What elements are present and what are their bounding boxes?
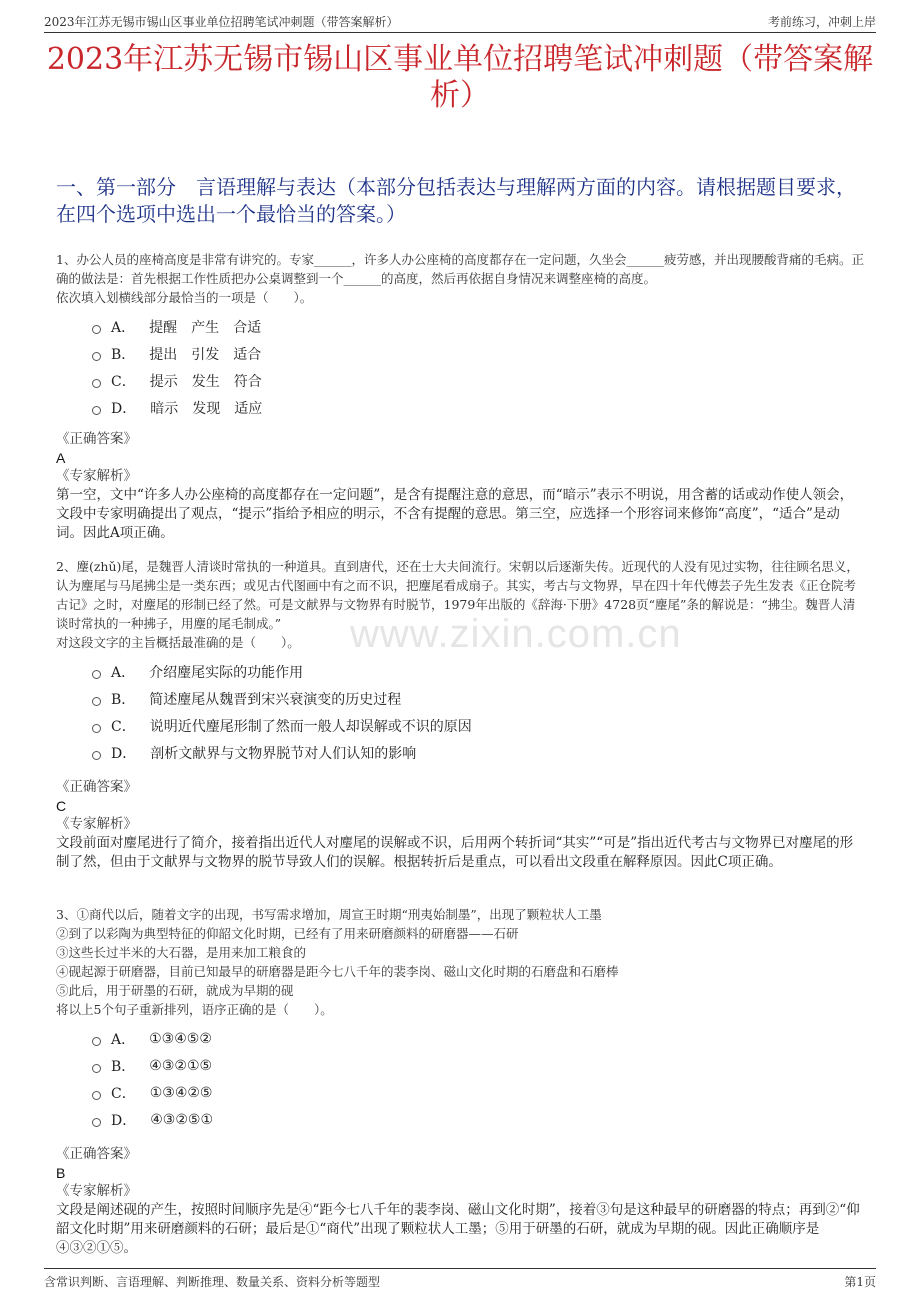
section-heading: 一、第一部分 言语理解与表达（本部分包括表达与理解两方面的内容。请根据题目要求，在四个选项中选出一个最恰当的答案。） [56,175,856,226]
question-1 [56,250,866,421]
option-letter: C． [111,373,136,390]
explanation-label: 《专家解析》 [56,816,137,832]
option-text: ④③②⑤① [150,1111,213,1128]
option-letter: D． [111,745,137,762]
radio-icon[interactable] [92,1091,101,1100]
answer-label: 《正确答案》 [56,779,137,795]
page-header [44,10,876,33]
header-doc-title: 2023年江苏无锡市锡山区事业单位招聘笔试冲刺题（带答案解析） [44,15,399,29]
option-letter: A． [111,664,136,681]
question-2-stem: 2、麈(zhǔ)尾，是魏晋人清谈时常执的一种道具。直到唐代，还在士大夫间流行。宋朝以后逐渐失传。近现代的人没有见过实物，往往顾名思义，认为麈尾与马尾拂尘是一类东西；或见古代图画中有之而不识，把麈尾看成扇子。其实，考古与文物界，早在四十年代傅芸子先生发表《正仓院考古记》之时，对麈尾的形制已经了然。可是文献界与文物界有时脱节，1979年出版的《辞海·下册》4728页“麈尾”条的解说是：“拂尘。魏晋人清谈时常执的一种拂子，用麈的尾毛制成。” [56,559,859,631]
answer-block-3 [56,1145,866,1258]
question-1-prompt: 依次填入划横线部分最恰当的一项是（ ）。 [56,290,313,305]
option-b[interactable] [92,1052,866,1079]
option-text: 暗示 发现 适应 [150,400,263,417]
option-letter: A． [111,1031,136,1048]
option-letter: C． [111,1085,136,1102]
question-3-line: ④砚起源于研磨器，目前已知最早的研磨器是距今七八千年的裴李岗、磁山文化时期的石磨盘和石磨棒 [56,964,619,979]
option-text: ④③②①⑤ [149,1057,213,1074]
answer-label: 《正确答案》 [56,431,137,447]
question-3-line: ③这些长过半米的大石器，是用来加工粮食的 [56,945,307,960]
page-number: 第1页 [844,1275,876,1289]
radio-icon[interactable] [92,379,101,388]
question-3-line: ②到了以彩陶为典型特征的仰韶文化时期，已经有了用来研磨颜料的研磨器——石研 [56,926,519,941]
option-a[interactable] [92,1025,866,1052]
question-2-options [92,658,866,766]
radio-icon[interactable] [92,1118,101,1127]
question-1-stem: 1、办公人员的座椅高度是非常有讲究的。专家______，许多人办公座椅的高度都存在一定问题，久坐会______疲劳感，并出现腰酸背痛的毛病。正确的做法是：首先根据工作性质把办公桌调整到一个______的高度，然后再依据自身情况来调整座椅的高度。 [56,252,864,286]
question-3-line: ⑤此后，用于研墨的石研，就成为早期的砚 [56,983,294,998]
answer-label: 《正确答案》 [56,1146,137,1162]
option-letter: D． [111,400,137,417]
radio-icon[interactable] [92,406,101,415]
explanation-text: 第一空，文中“许多人办公座椅的高度都存在一定问题”，是含有提醒注意的意思，而“暗示”表示不明说，用含蓄的话或动作使人领会，文段中专家明确提出了观点，“提示”指给予相应的明示，不含有提醒的意思。第三空，应选择一个形容词来修饰“高度”，“适合”是动词。因此A项正确。 [56,487,854,541]
radio-icon[interactable] [92,670,101,679]
question-3-prompt: 将以上5个句子重新排列，语序正确的是（ ）。 [56,1002,333,1017]
option-letter: D． [111,1112,137,1129]
radio-icon[interactable] [92,697,101,706]
document-title: 2023年江苏无锡市锡山区事业单位招聘笔试冲刺题（带答案解析） [46,42,874,113]
radio-icon[interactable] [92,724,101,733]
page-footer [44,1268,876,1291]
explanation-label: 《专家解析》 [56,468,137,484]
option-c[interactable] [92,367,866,394]
option-b[interactable] [92,340,866,367]
option-c[interactable] [92,1079,866,1106]
radio-icon[interactable] [92,1064,101,1073]
radio-icon[interactable] [92,1037,101,1046]
question-3 [56,905,866,1133]
option-c[interactable] [92,712,866,739]
option-text: 说明近代麈尾形制了然而一般人却误解或不识的原因 [149,718,472,735]
option-d[interactable] [92,739,866,766]
answer-block-1 [56,430,866,543]
radio-icon[interactable] [92,751,101,760]
option-text: 提醒 产生 合适 [149,319,262,336]
option-text: ①③④⑤② [149,1030,212,1047]
option-a[interactable] [92,313,866,340]
option-d[interactable] [92,1106,866,1133]
answer-block-2 [56,778,866,872]
option-text: 简述麈尾从魏晋到宋兴衰演变的历史过程 [149,691,402,708]
question-3-line: 3、①商代以后，随着文字的出现，书写需求增加，周宣王时期“刑夷始制墨”，出现了颗粒状人工墨 [56,907,602,922]
question-3-options [92,1025,866,1133]
option-text: 提出 引发 适合 [149,346,262,363]
explanation-text: 文段前面对麈尾进行了简介，接着指出近代人对麈尾的误解或不识，后用两个转折词“其实”“可是”指出近代考古与文物界已对麈尾的形制了然，但由于文献界与文物界的脱节导致人们的误解。根据转折后是重点，可以看出文段重在解释原因。因此C项正确。 [56,835,854,870]
explanation-label: 《专家解析》 [56,1183,137,1199]
question-1-options [92,313,866,421]
option-letter: B． [111,1058,136,1075]
answer-value: A [56,450,66,466]
question-2 [56,557,866,766]
footer-topics: 含常识判断、言语理解、判断推理、数量关系、资料分析等题型 [44,1275,381,1289]
answer-value: C [56,798,67,814]
option-letter: B． [111,691,136,708]
option-letter: B． [111,346,136,363]
explanation-text: 文段是阐述砚的产生，按照时间顺序先是④“距今七八千年的裴李岗、磁山文化时期”，接着③句是这种最早的研磨器的特点；再到②“仰韶文化时期”用来研磨颜料的石研；最后是①“商代”出现了颗粒状人工墨；⑤用于研墨的石研，就成为早期的砚。因此正确顺序是④③②①⑤。 [56,1202,860,1256]
option-text: 提示 发生 符合 [149,373,262,390]
option-text: 剖析文献界与文物界脱节对人们认知的影响 [150,745,417,762]
radio-icon[interactable] [92,352,101,361]
option-d[interactable] [92,394,866,421]
option-letter: C． [111,718,136,735]
option-a[interactable] [92,658,866,685]
header-slogan: 考前练习，冲刺上岸 [767,15,876,29]
answer-value: B [56,1165,66,1181]
question-2-prompt: 对这段文字的主旨概括最准确的是（ ）。 [56,635,300,650]
watermark-text: www.zixin.com.cn [350,612,682,656]
option-text: ①③④②⑤ [149,1084,213,1101]
option-b[interactable] [92,685,866,712]
radio-icon[interactable] [92,325,101,334]
option-letter: A． [111,319,136,336]
option-text: 介绍麈尾实际的功能作用 [149,664,304,681]
